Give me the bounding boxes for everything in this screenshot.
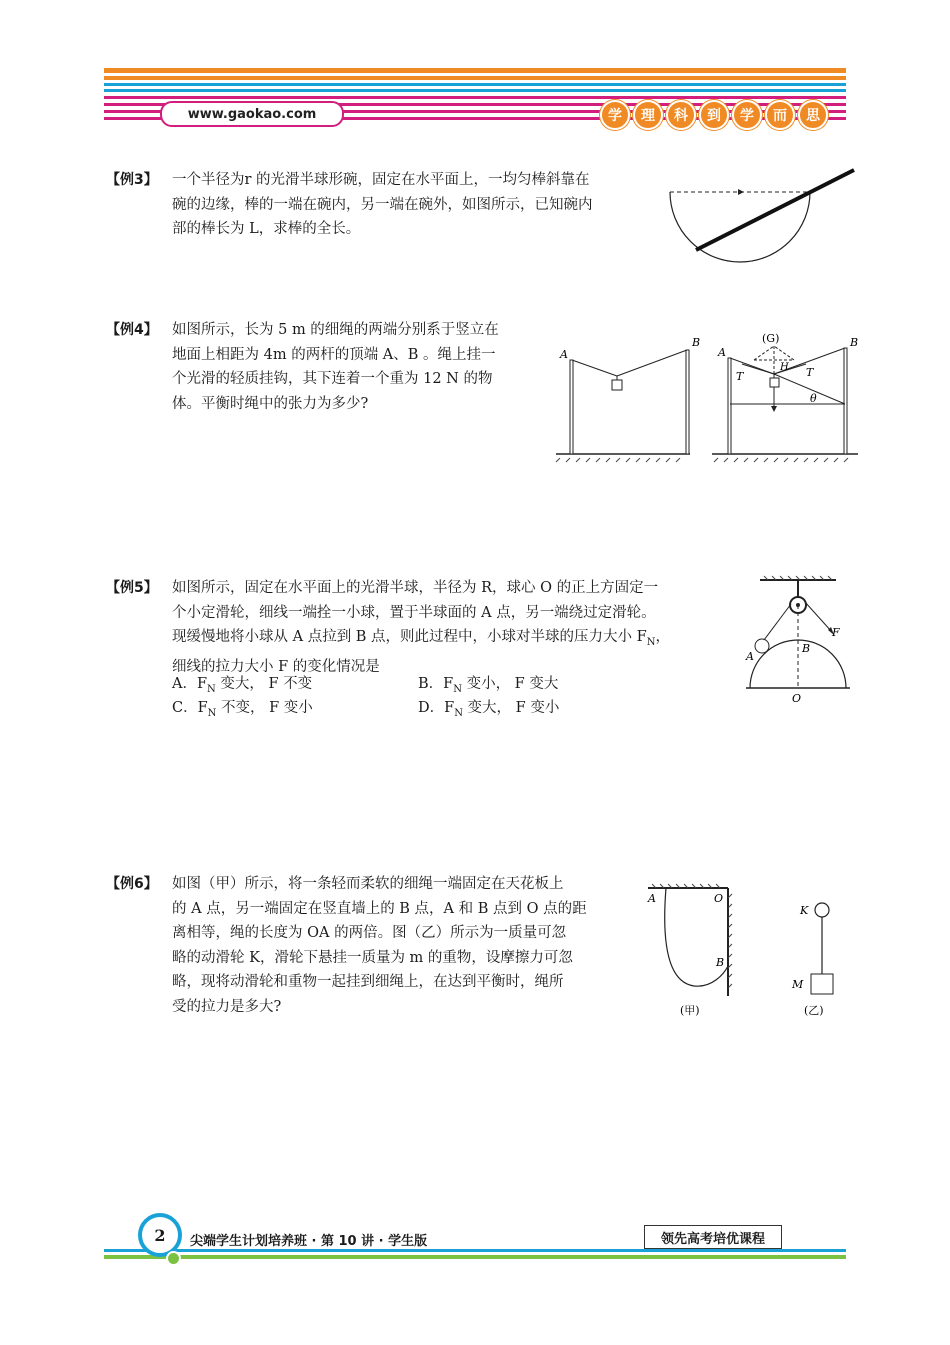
footer-line [104,1249,846,1252]
label-k: K [800,904,809,917]
option-c[interactable]: C．$F_N$ 不变， F 变小 [172,700,313,719]
label-g: (G) [762,332,780,345]
page-number: 2 [138,1213,182,1257]
label-a: A [746,650,754,663]
example-3 [106,168,666,248]
label-o: O [792,692,802,705]
label-f: F [832,626,840,639]
brand-char: 理 [633,100,663,130]
brand-logo [600,100,828,130]
label-h: H [780,362,789,373]
example-text: 如图所示，长为 5 m 的细绳的两端分别系于竖立在 地面上相距为 4m 的两杆的顶端 A、B 。绳上挂一 个光滑的轻质挂钩，其下连着一个重为 12 N 的物 体。平衡时绳中的张力为多少? [172,322,499,412]
footer-line [104,1255,846,1259]
example-text: 如图所示，固定在水平面上的光滑半球，半径为 R，球心 O 的正上方固定一 个小定滑轮，细线一端拴一小球，置于半球面的 A 点，另一端绕过定滑轮。 现缓慢地将小球从 A 点拉到 B 点，则此过程中，小球对半球的压力大小 $F_N$， 细线的拉力大小 F 的变化情况是 [172,580,670,676]
rope-wall-figure [640,878,860,1024]
label-theta: θ [810,392,817,405]
option-d[interactable]: D．$F_N$ 变大， F 变小 [418,700,560,719]
hemisphere-pulley-figure [740,572,860,712]
label-m: M [792,978,804,991]
option-a[interactable]: A．$F_N$ 变大， F 不变 [172,676,313,695]
example-text: 一个半径为r 的光滑半球形碗，固定在水平面上，一均匀棒斜靠在 碗的边缘，棒的一端在碗内，另一端在碗外，如图所示，已知碗内 部的棒长为 L，求棒的全长。 [172,172,593,237]
label-b: B [802,642,811,655]
example-label: 【例6】 [106,876,158,892]
label-yi: (乙) [804,1004,824,1017]
poles-rope-figure [552,328,872,464]
example-label: 【例4】 [106,322,158,338]
example-6 [106,872,646,1022]
example-5 [106,576,746,676]
slogan-badge: 领先高考培优课程 [644,1225,782,1249]
example-label: 【例5】 [106,580,158,596]
label-b: B [850,336,859,349]
brand-char: 科 [666,100,696,130]
brand-char: 学 [600,100,630,130]
brand-char: 而 [765,100,795,130]
example-label: 【例3】 [106,172,158,188]
label-b: B [692,336,701,349]
bowl-rod-figure [660,160,860,270]
website-logo[interactable]: www.gaokao.com [160,101,344,127]
label-jia: (甲) [680,1004,700,1017]
brand-char: 学 [732,100,762,130]
brand-char: 到 [699,100,729,130]
label-b: B [716,956,725,969]
label-t: T [736,370,744,383]
option-b[interactable]: B．$F_N$ 变小， F 变大 [418,676,559,695]
example-4 [106,318,556,418]
label-a: A [718,346,726,359]
example-text: 如图（甲）所示，将一条轻而柔软的细绳一端固定在天花板上 的 A 点，另一端固定在竖直墙上的 B 点，A 和 B 点到 O 点的距 离相等，绳的长度为 OA 的两倍。图（乙）所示为一质量可忽 略的动滑轮 K，滑轮下悬挂一质量为 m 的重物，设摩擦力可忽 略，现将动滑轮和重物一起挂到细绳上，在达到平衡时，绳所 受的拉力是多大? [172,876,587,1015]
page-dot [166,1251,181,1266]
label-o: O [714,892,724,905]
label-t: T [806,366,814,379]
label-a: A [648,892,656,905]
brand-char: 思 [798,100,828,130]
label-a: A [560,348,568,361]
course-text: 尖端学生计划培养班 · 第 10 讲 · 学生版 [190,1234,428,1249]
